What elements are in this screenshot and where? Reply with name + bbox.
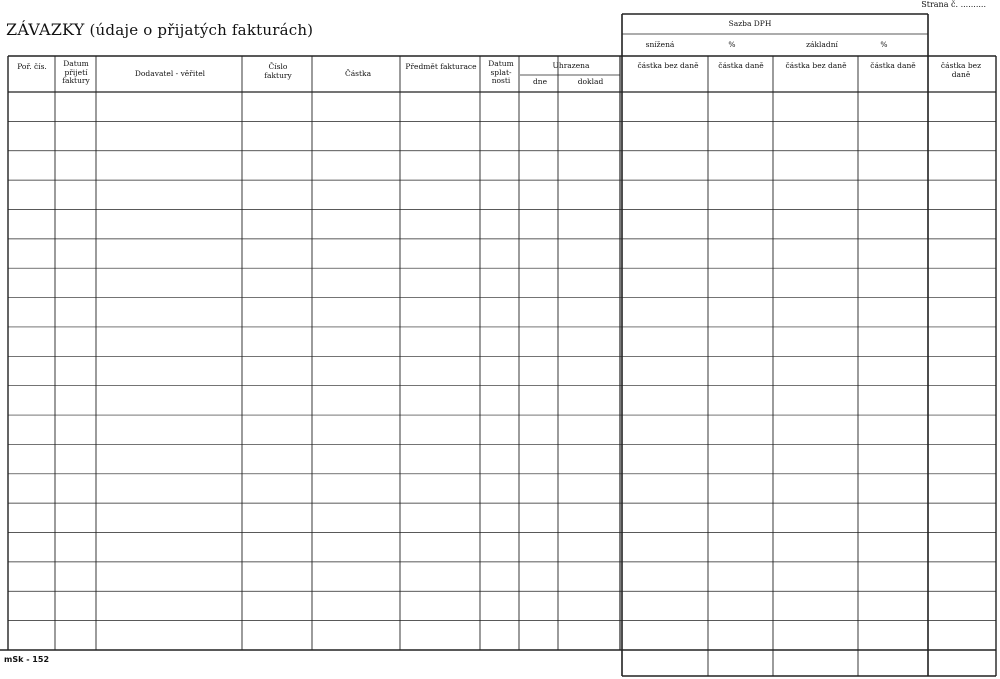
vat-rate-label: Sazba DPH bbox=[728, 19, 772, 28]
vat-reduced-label: snížená bbox=[645, 40, 675, 49]
col-header-order-number: Poř. čís. bbox=[17, 62, 47, 71]
form-title-main: ZÁVAZKY bbox=[6, 20, 85, 39]
page-number-label: Strana č. .......... bbox=[921, 0, 986, 9]
col-header-reduced-base: částka bez daně bbox=[637, 61, 699, 70]
vat-reduced-percent: % bbox=[728, 40, 736, 49]
col-header-supplier: Dodavatel - věřitel bbox=[134, 69, 206, 78]
vat-basic-label: základní bbox=[806, 40, 838, 49]
col-header-amount: Částka bbox=[344, 69, 372, 78]
col-header-invoice-number: Číslo faktury bbox=[264, 62, 292, 80]
col-header-untaxed: částka bez daně bbox=[940, 61, 982, 79]
form-title-sub: (údaje o přijatých fakturách) bbox=[89, 21, 314, 39]
col-header-receipt-date: Datum přijetí faktury bbox=[62, 59, 90, 85]
col-header-paid-date: dne bbox=[532, 77, 548, 86]
col-header-basic-tax: částka daně bbox=[870, 61, 916, 70]
form-code: mSk - 152 bbox=[4, 655, 50, 664]
col-header-basic-base: částka bez daně bbox=[785, 61, 847, 70]
col-header-subject: Předmět fakturace bbox=[405, 62, 477, 71]
col-header-reduced-tax: částka daně bbox=[718, 61, 764, 70]
vat-basic-percent: % bbox=[880, 40, 888, 49]
col-header-due-date: Datum splat-nosti bbox=[488, 59, 514, 85]
col-header-paid-document: doklad bbox=[577, 77, 604, 86]
col-header-paid: Uhrazena bbox=[552, 61, 590, 70]
